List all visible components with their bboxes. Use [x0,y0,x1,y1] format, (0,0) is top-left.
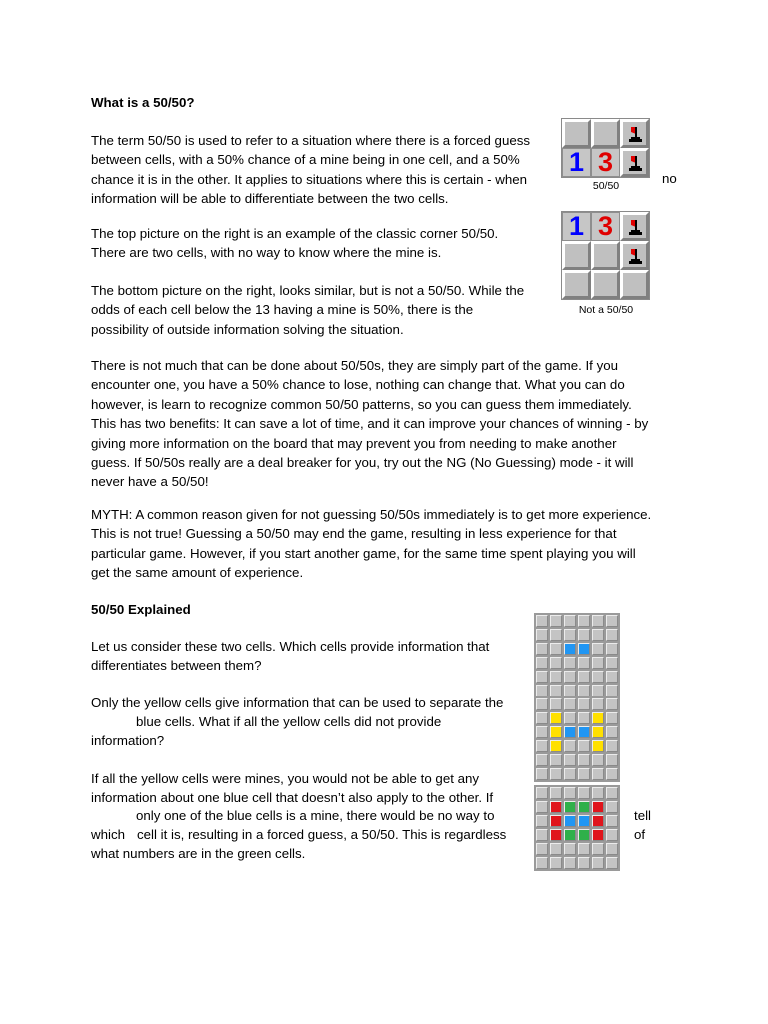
text-line: If all the yellow cells were mines, you would not be able to get any [91,771,480,786]
grid-cell [606,815,618,827]
red-cell [550,815,562,827]
text-line: what numbers are in the green cells. [91,846,306,861]
grid-cell [606,787,618,799]
grid-cell [550,698,562,710]
grid-cell [550,629,562,641]
text-line: blue cells. What if all the yellow cells did not provide [136,714,442,729]
green-cell [578,829,590,841]
text-line: odds of each cell below the 13 having a mine is 50%, there is the [91,302,474,318]
grid-cell [536,657,548,669]
text-line: get the same amount of experience. [91,565,304,581]
grid-cell [536,815,548,827]
grid-cell [606,843,618,855]
grid-cell [536,615,548,627]
grid-cell [578,698,590,710]
grid-cell [564,615,576,627]
grid-cell [592,857,604,869]
text-line: Let us consider these two cells. Which cells provide information that [91,639,490,654]
board-not-5050 [561,211,650,300]
grid-cell [550,843,562,855]
text-line: particular game. However, if you start another game, for the same time spent playing you will [91,545,636,561]
grid-cell [550,615,562,627]
board-corner-5050 [561,118,650,178]
yellow-cell [550,726,562,738]
grid-cell [536,829,548,841]
text-line: Only the yellow cells give information that can be used to separate the [91,695,504,710]
grid-cell [564,712,576,724]
grid-cell [578,843,590,855]
text-line: This has two benefits: It can save a lot of time, and it can improve your chances of winning - by [91,416,649,432]
number-tile [591,148,620,177]
covered-tile [620,270,649,299]
grid-cell [592,657,604,669]
grid-cell [606,698,618,710]
yellow-cell [550,712,562,724]
grid-cell [578,857,590,869]
grid-cell [592,768,604,780]
red-cell [592,815,604,827]
grid-cell [606,615,618,627]
grid-two-blue-cells [534,613,620,699]
paragraph-recognize-patterns [91,356,648,492]
grid-cell [606,671,618,683]
number-three: 3 [597,211,614,241]
text-line: information will be able to differentiate between the two cells. [91,191,449,207]
grid-cell [536,712,548,724]
trailing-word-tell: tell [634,808,651,823]
text-line: This is not true! Guessing a 50/50 may end the game, resulting in less experience for that [91,526,617,542]
flagged-tile [620,212,649,241]
grid-cell [536,698,548,710]
grid-cell [606,629,618,641]
text-line: There is not much that can be done about 50/50s, they are simply part of the game. If you [91,358,619,373]
grid-cell [592,787,604,799]
grid-cell [578,740,590,752]
grid-cell [536,643,548,655]
trailing-word-no: no [662,171,677,186]
blue-cell [564,815,576,827]
red-cell [550,829,562,841]
text-line: chance it is in the other. It applies to situations where this is certain - when [91,171,528,187]
grid-cell [606,643,618,655]
grid-cell [564,657,576,669]
red-cell [592,829,604,841]
text-line: MYTH: A common reason given for not guessing 50/50s immediately is to get more experience. [91,507,652,522]
text-line: encounter one, you have a 50% chance to lose, nothing can change that. What you can do [91,377,625,393]
grid-cell [578,615,590,627]
caption-not-5050: Not a 50/50 [578,304,634,316]
covered-tile [562,119,591,148]
covered-tile [591,241,620,270]
text-line: never have a 50/50! [91,474,209,490]
green-cell [564,829,576,841]
number-one: 1 [568,211,585,241]
grid-cell [592,698,604,710]
text-line: information about one blue cell that doesn’t also apply to the other. If [91,790,494,805]
green-cell [564,801,576,813]
grid-cell [536,754,548,766]
text-word-which: which [91,827,125,842]
grid-cell [606,740,618,752]
text-line: possibility of outside information solving the situation. [91,321,404,337]
text-line: between cells, with a 50% chance of a mine being in one cell, and a 50% [91,152,520,168]
grid-cell [536,768,548,780]
grid-cell [550,787,562,799]
number-three: 3 [597,147,614,177]
red-cell [592,801,604,813]
grid-cell [564,843,576,855]
blue-cell [578,643,590,655]
text-line: giving more information on the board that may prevent you from needing to make another [91,435,617,451]
grid-cell [536,629,548,641]
text-line: guess. If 50/50s really are a deal breaker for you, try out the NG (No Guessing) mode - it will [91,455,634,471]
grid-cell [606,768,618,780]
grid-red-green-cells [534,785,620,871]
blue-cell [564,726,576,738]
flag-icon [626,218,644,236]
flagged-tile [620,148,649,177]
grid-cell [606,712,618,724]
grid-cell [606,657,618,669]
grid-cell [550,754,562,766]
grid-cell [606,857,618,869]
grid-cell [592,843,604,855]
paragraph-top-picture [91,224,498,263]
grid-cell [578,629,590,641]
text-line: The term 50/50 is used to refer to a situation where there is a forced guess [91,133,531,148]
grid-cell [578,768,590,780]
grid-cell [592,754,604,766]
grid-cell [578,754,590,766]
yellow-cell [550,740,562,752]
grid-cell [592,615,604,627]
grid-cell [550,643,562,655]
text-line: only one of the blue cells is a mine, there would be no way to [136,808,495,823]
flag-icon [626,125,644,143]
text-line: differentiates between them? [91,658,262,674]
grid-cell [564,857,576,869]
paragraph-consider-cells [91,637,489,676]
grid-cell [578,671,590,683]
caption-5050: 50/50 [592,180,620,192]
blue-cell [564,643,576,655]
yellow-cell [592,726,604,738]
green-cell [578,801,590,813]
covered-tile [562,270,591,299]
grid-cell [536,787,548,799]
paragraph-myth [91,505,651,583]
paragraph-bottom-picture [91,281,524,339]
grid-cell [550,657,562,669]
flagged-tile [620,241,649,270]
text-line: cell it is, resulting in a forced guess, a 50/50. This is regardless [137,827,507,842]
grid-cell [592,671,604,683]
text-line: information? [91,733,165,748]
section-heading-5050-explained: 50/50 Explained [91,602,191,617]
grid-cell [536,726,548,738]
grid-cell [606,801,618,813]
flagged-tile [620,119,649,148]
grid-cell [592,643,604,655]
text-line: however, is learn to recognize common 50/50 patterns, so you can guess them immediately. [91,396,632,412]
grid-cell [536,843,548,855]
section-heading-what-is-5050: What is a 50/50? [91,95,195,110]
covered-tile [591,119,620,148]
grid-cell [578,657,590,669]
grid-cell [536,671,548,683]
grid-cell [564,698,576,710]
trailing-word-of: of [634,827,646,842]
covered-tile [562,241,591,270]
blue-cell [578,815,590,827]
grid-cell [550,857,562,869]
grid-cell [536,857,548,869]
red-cell [550,801,562,813]
flag-icon [626,154,644,172]
grid-cell [564,768,576,780]
grid-yellow-cells [534,696,620,782]
grid-cell [550,671,562,683]
grid-cell [606,829,618,841]
number-tile [562,212,591,241]
paragraph-term-definition [91,131,530,209]
number-one: 1 [568,147,585,177]
grid-cell [564,740,576,752]
grid-cell [564,671,576,683]
text-line: There are two cells, with no way to know where the mine is. [91,245,442,261]
grid-cell [592,629,604,641]
grid-cell [578,712,590,724]
number-tile [591,212,620,241]
yellow-cell [592,740,604,752]
grid-cell [564,754,576,766]
yellow-cell [592,712,604,724]
grid-cell [578,787,590,799]
text-line: The bottom picture on the right, looks similar, but is not a 50/50. While the [91,283,525,298]
blue-cell [578,726,590,738]
text-line: The top picture on the right is an example of the classic corner 50/50. [91,226,499,241]
grid-cell [536,740,548,752]
grid-cell [606,754,618,766]
number-tile [562,148,591,177]
grid-cell [536,801,548,813]
grid-cell [564,787,576,799]
flag-icon [626,247,644,265]
covered-tile [591,270,620,299]
grid-cell [550,768,562,780]
grid-cell [564,629,576,641]
grid-cell [606,726,618,738]
